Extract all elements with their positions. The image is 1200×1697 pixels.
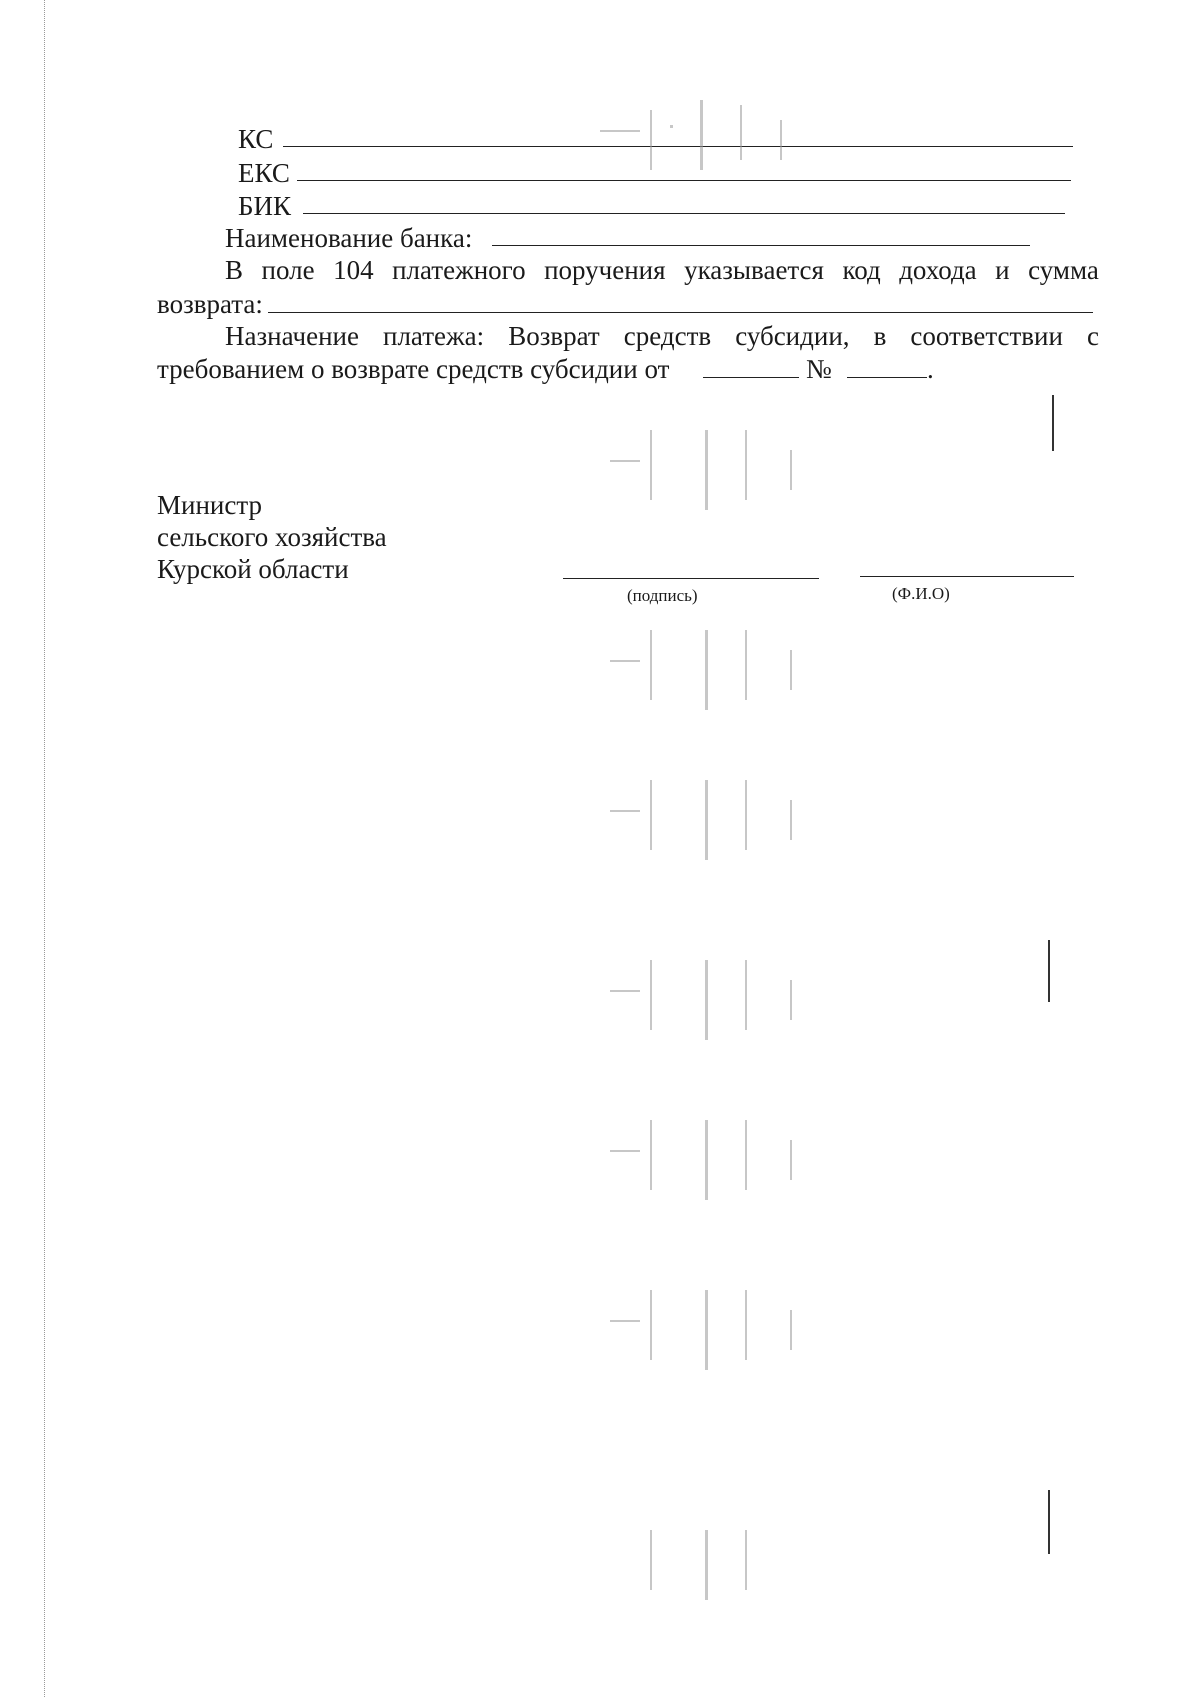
scan-edge-rule xyxy=(44,0,45,1697)
scan-artifact-bar xyxy=(1052,395,1054,451)
return-label: возврата: xyxy=(157,289,263,319)
scan-artifact-bar xyxy=(1048,940,1050,1002)
position-line2: сельского хозяйства xyxy=(157,522,387,552)
word: платежа: xyxy=(383,321,485,351)
word: в xyxy=(873,321,887,351)
word: Возврат xyxy=(508,321,600,351)
word: и xyxy=(995,255,1010,285)
word: платежного xyxy=(392,255,526,285)
word: средств xyxy=(623,321,712,351)
sentence-end: . xyxy=(927,354,934,384)
word: В xyxy=(225,255,244,285)
eks-label: ЕКС xyxy=(238,158,290,188)
number-sign: № xyxy=(806,354,832,384)
word: код xyxy=(842,255,881,285)
full-name-caption: (Ф.И.О) xyxy=(892,584,950,603)
word: с xyxy=(1086,321,1099,351)
word: поле xyxy=(261,255,315,285)
word: 104 xyxy=(333,255,374,285)
word: поручения xyxy=(544,255,666,285)
word: дохода xyxy=(899,255,977,285)
word: сумма xyxy=(1028,255,1099,285)
position-line1: Министр xyxy=(157,490,262,520)
word: указывается xyxy=(684,255,824,285)
word: соответствии xyxy=(910,321,1063,351)
ks-label: КС xyxy=(238,124,274,154)
word: Назначение xyxy=(225,321,359,351)
scan-artifact-bar xyxy=(1048,1490,1050,1554)
word: субсидии, xyxy=(735,321,850,351)
bik-label: БИК xyxy=(238,191,292,221)
position-line3: Курской области xyxy=(157,554,349,584)
payment-purpose-line2: требованием о возврате средств субсидии от xyxy=(157,354,670,384)
bank-name-label: Наименование банка: xyxy=(225,223,473,253)
signature-caption: (подпись) xyxy=(627,586,698,605)
show-through-noise xyxy=(500,70,940,1690)
